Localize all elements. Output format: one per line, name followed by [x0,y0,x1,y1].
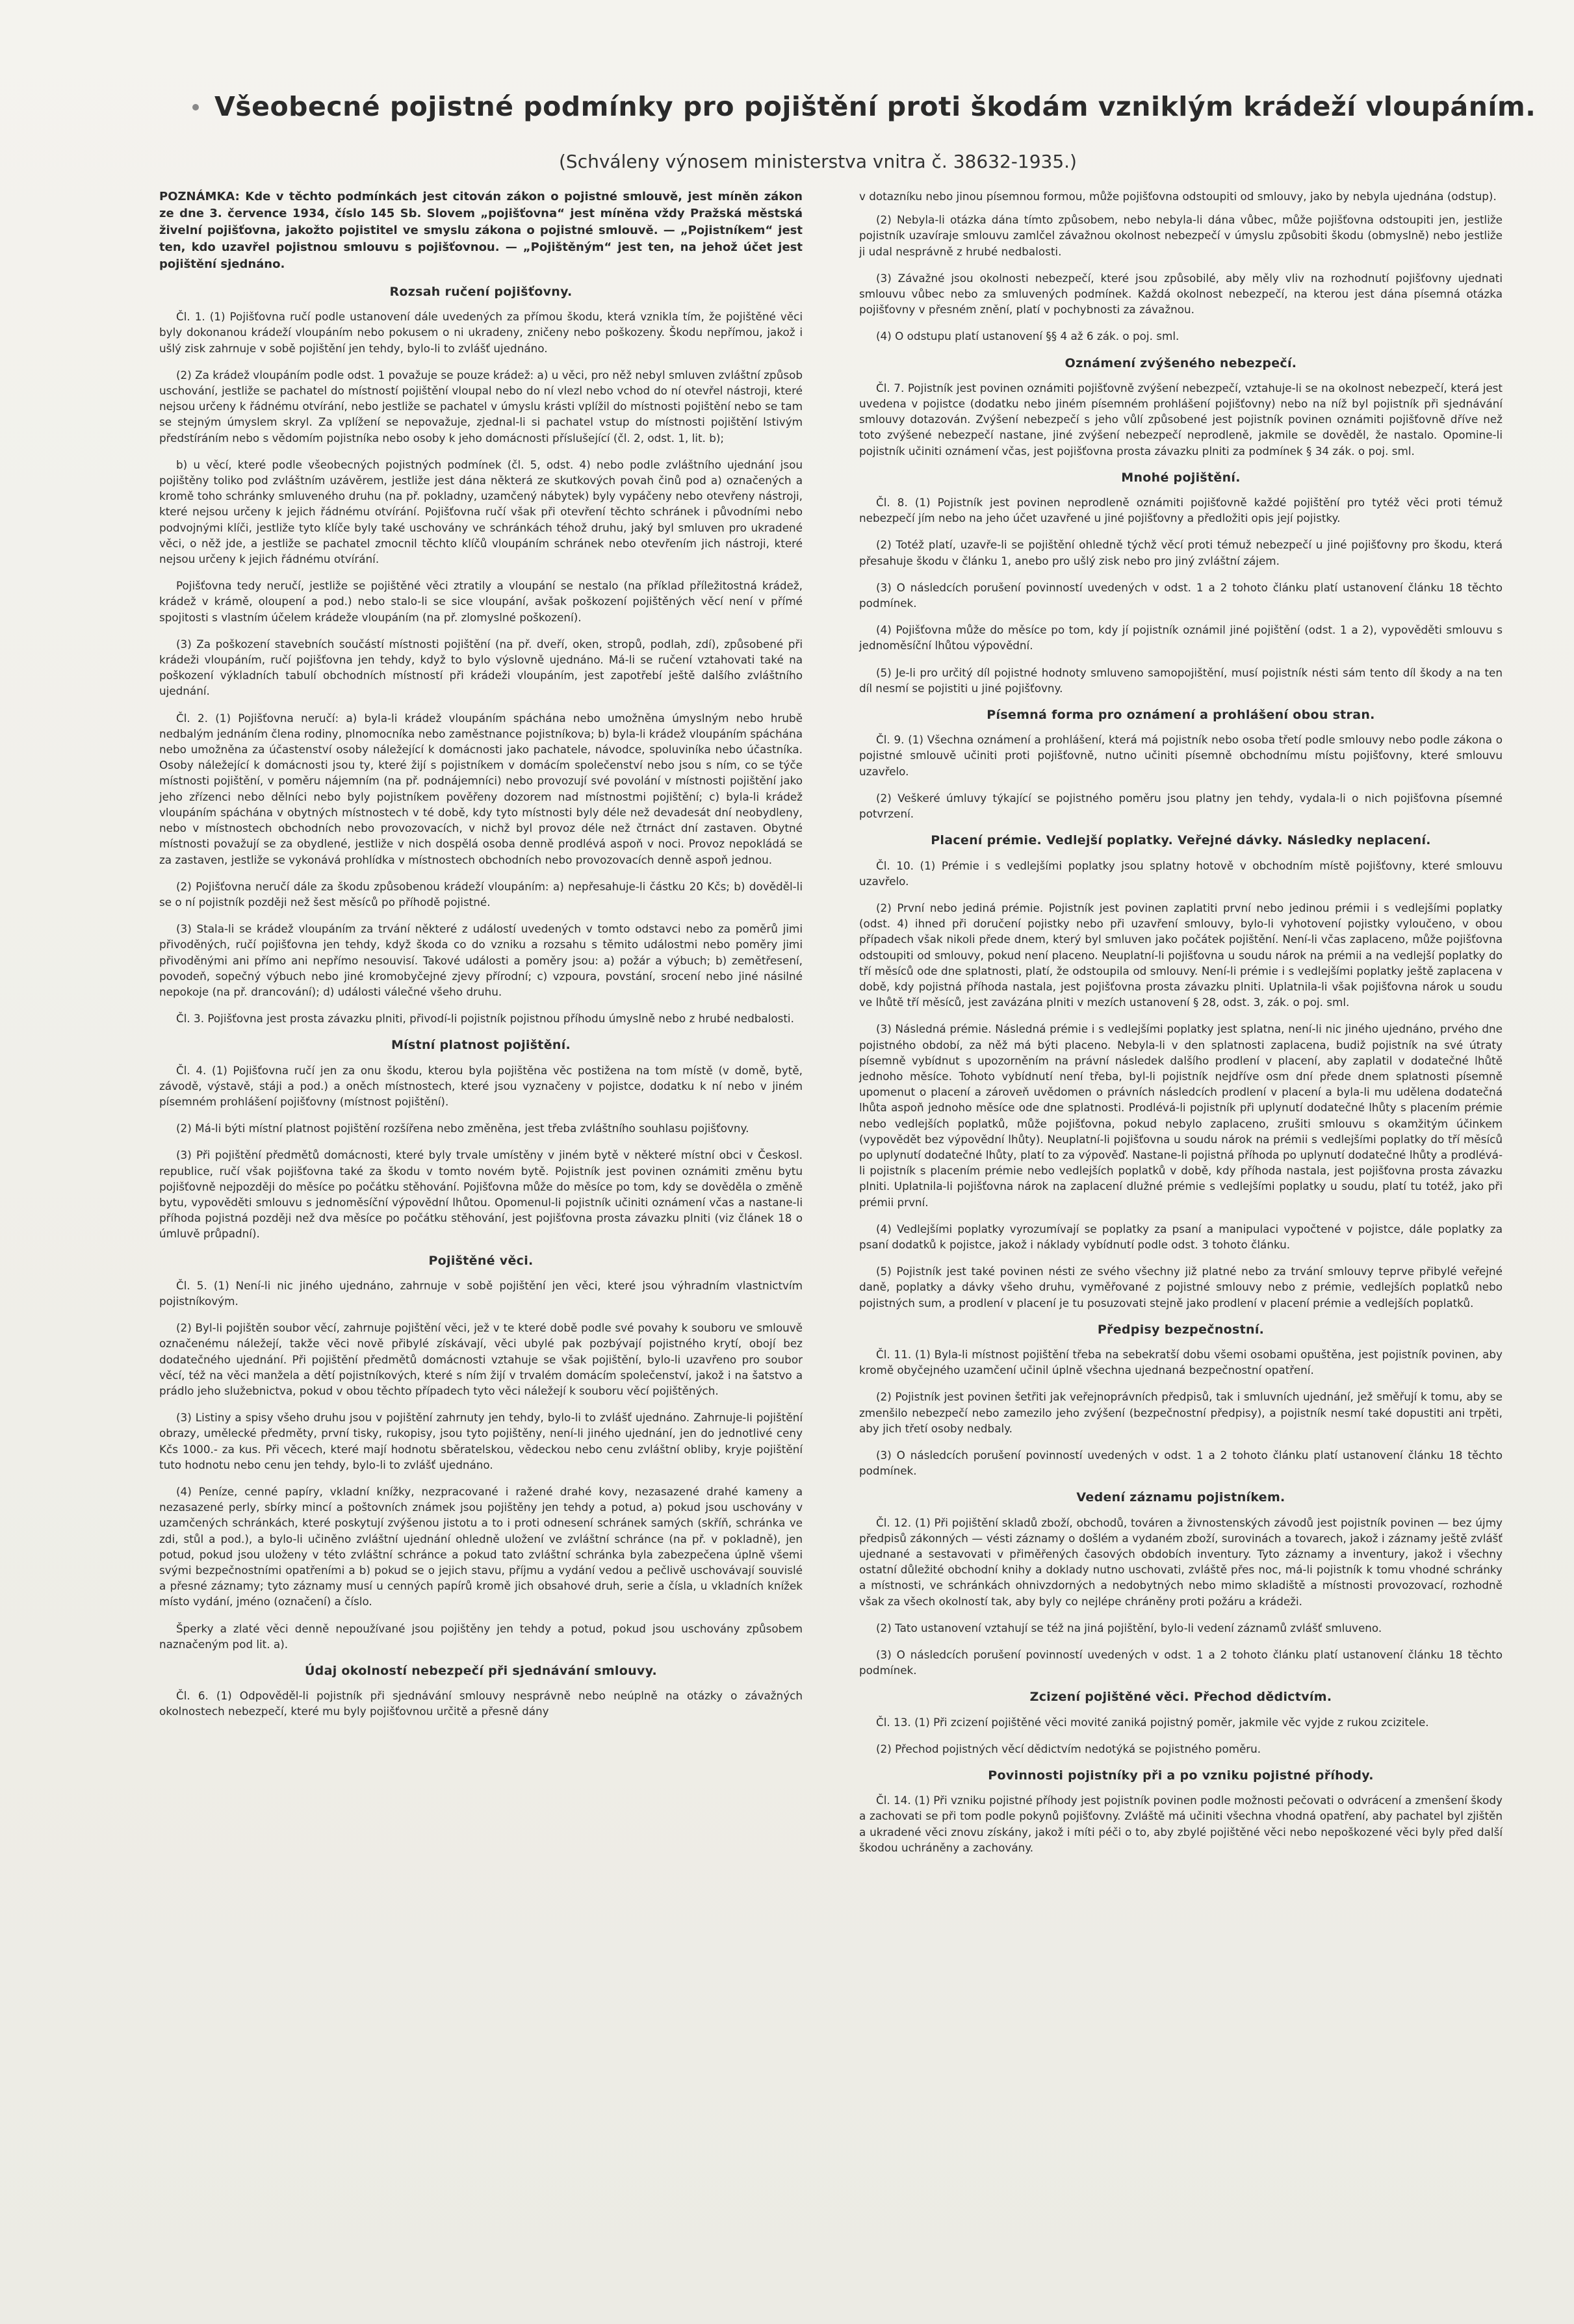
paragraph: (5) Pojistník jest také povinen nésti ze svého všechny již platné nebo za trvání smlouvy teprve přibylé veřejné daně, poplatky a dávky všeho druhu, vyměřované z pojistné smlouvy nebo z prémie, vedlejších poplatků nebo pojistných sum, a prodlení v placení je tu posuzovati stejně jako prodlení v placení prémie a vedlejších poplatků. [859,1265,1503,1310]
section-heading: Placení prémie. Vedlejší poplatky. Veřejné dávky. Následky neplacení. [931,833,1431,848]
paragraph: b) u věcí, které podle všeobecných pojistných podmínek (čl. 5, odst. 4) nebo podle zvláštního ujednání jsou pojištěny toliko pod zvláštním uzávěrem, jestliže jest dána některá ze skutkových povah činů pod a) označených a kromě toho schránky smluveného druhu (na př. pokladny, uzamčený nábytek) byly vypáčeny nebo otevřeny nástroji, které nejsou určeny k jejich řádnému otvírání. Pojišťovna ručí však při otevření těchto schránek i původními nebo podvojnými klíči, jestliže tyto klíče byly také uschovány ve schránkách téhož druhu, jaký byl smluven pro ukradené věci, o něž jde, a jestliže se pachatel zmocnil těchto klíčů vloupáním schránek nebo otevřením jich nástroji, které nejsou určeny k jejich řádnému otvírání. [159,458,803,566]
paragraph: (2) Má-li býti místní platnost pojištění rozšířena nebo změněna, jest třeba zvláštního souhlasu pojišťovny. [176,1122,749,1135]
section-heading: Vedení záznamu pojistníkem. [1076,1490,1285,1505]
paragraph: (3) Následná prémie. Následná prémie i s vedlejšími poplatky jest splatna, není-li nic jiného ujednáno, prvého dne pojistného období, za něž má býti placeno. Nebyla-li v den splatnosti zaplacena, budiž pojistník na své útraty písemně vybídnut s upozorněním na právní následek dalšího prodlení v placení, aby zaplatil v dodatečné lhůtě jednoho měsíce. Tohoto vybídnutí není třeba, byl-li pojistník nejdříve osm dní přede dnem splatnosti písemně upomenut o placení a zároveň uvědomen o právních následcích prodlení v placení a byla-li mu udělena dodatečná lhůta aspoň jednoho měsíce ode dne splatnosti. Prodlévá-li pojistník při uplynutí dodatečné lhůty s placením prémie nebo vedlejších poplatků, může pojišťovna, pokud nebylo zaplaceno, zrušiti smlouvu s okamžitým účinkem (vypovědět bez výpovědní lhůty). Neuplatní-li pojišťovna u soudu nárok na prémii s vedlejšími poplatky do tří měsíců po uplynutí dodatečné lhůty, platí to za výpověď. Nastane-li pojistná příhoda po uplynutí dodatečné lhůty a prodlévá-li pojistník s placením prémie nebo vedlejších poplatků v době, kdy příhoda nastala, jest pojišťovna prosta závazku plniti. Uplatnila-li pojišťovna nárok na zaplacení dlužné prémie s vedlejšími poplatky u soudu, platí tu totéž, jako při prémii první. [859,1022,1503,1209]
paragraph: (2) Tato ustanovení vztahují se též na jiná pojištění, bylo-li vedení záznamů zvlášť smluveno. [876,1621,1382,1634]
paragraph: Čl. 11. (1) Byla-li místnost pojištění třeba na sebekratší dobu všemi osobami opuštěna, jest pojistník povinen, aby kromě obyčejného uzamčení učinil úplně všechna ujednaná bezpečnostní opatření. [859,1347,1503,1377]
paragraph: (3) O následcích porušení povinností uvedených v odst. 1 a 2 tohoto článku platí ustanovení článku 18 těchto podmínek. [859,1648,1503,1677]
paragraph: Čl. 14. (1) Při vzniku pojistné příhody jest pojistník povinen podle možnosti pečovati o odvrácení a zmenšení škody a zachovati se při tom podle pokynů pojišťovny. Zvláště má učiniti všechna vhodná opatření, aby pachatel byl zjištěn a ukradené věci znovu získány, jakož i míti péči o to, aby zbylé pojištěné věci nebo nepoškozené věci byly před další škodou uchráněny a zachovány. [859,1794,1503,1854]
paragraph: (3) Závažné jsou okolnosti nebezpečí, které jsou způsobilé, aby měly vliv na rozhodnutí pojišťovny ujednati smlouvu vůbec nebo za smluvených podmínek. Každá okolnost nebezpečí, na kterou jest dána písemná otázka pojišťovny v přesném znění, platí v pochybnosti za závažnou. [859,271,1503,316]
section-heading: Předpisy bezpečnostní. [1097,1322,1265,1337]
paragraph: v dotazníku nebo jinou písemnou formou, může pojišťovna odstoupiti od smlouvy, jako by nebyla ujednána (odstup). [859,190,1497,203]
document-subtitle: (Schváleny výnosem ministerstva vnitra č. 38632-1935.) [559,151,1077,172]
paragraph: Šperky a zlaté věci denně nepoužívané jsou pojištěny jen tehdy a potud, pokud jsou uschovány způsobem naznačeným pod lit. a). [159,1621,803,1651]
paragraph: Čl. 13. (1) Při zcizení pojištěné věci movité zaniká pojistný poměr, jakmile věc vyjde z rukou zcizitele. [876,1715,1429,1729]
section-heading: Rozsah ručení pojišťovny. [389,285,573,299]
paragraph: Čl. 10. (1) Prémie i s vedlejšími poplatky jsou splatny hotově v obchodním místě pojišťovny, které smlouvu uzavřelo. [859,859,1503,888]
paragraph: (2) Veškeré úmluvy týkající se pojistného poměru jsou platny jen tehdy, vydala-li o nich pojišťovna písemné potvrzení. [859,791,1503,821]
paragraph: (3) Za poškození stavebních součástí místnosti pojištění (na př. dveří, oken, stropů, podlah, zdí), způsobené při krádeži vloupáním, ručí pojišťovna jen tehdy, když to bylo výslovně ujednáno. Má-li se ručení vztahovati také na poškození výkladních tabulí obchodních místností při krádeži vloupáním, jest zapotřebí ještě dalšího zvláštního ujednání. [159,637,803,698]
paragraph: Čl. 7. Pojistník jest povinen oznámiti pojišťovně zvýšení nebezpečí, vztahuje-li se na okolnost nebezpečí, která jest uvedena v pojistce (dodatku nebo jiném písemném prohlášení pojišťovny) nebo na níž byl pojistník při sjednávání smlouvy dotazován. Zvýšení nebezpečí s jeho vůlí způsobené jest pojistník povinen oznámiti pojišťovně dříve než toto zvýšené nebezpečí nastane, jiné zvýšení nebezpečí neprodleně, jakmile se dověděl, že nastalo. Opomine-li pojistník učiniti oznámení včas, jest pojišťovna prosta závazku plniti za podmínek § 34 zák. o poj. sml. [859,381,1503,458]
section-heading: Pojištěné věci. [428,1253,534,1268]
paragraph: Čl. 1. (1) Pojišťovna ručí podle ustanovení dále uvedených za přímou škodu, která vznikla tím, že pojištěné věci byly dokonanou krádeží vloupáním nebo pokusem o ni ukradeny, zničeny nebo poškozeny. Škodu nepřímou, jakož i ušlý zisk zahrnuje v sobě pojištění jen tehdy, bylo-li to zvlášť ujednáno. [159,310,803,355]
paragraph: Čl. 2. (1) Pojišťovna neručí: a) byla-li krádež vloupáním spáchána nebo umožněna úmyslným nebo hrubě nedbalým jednáním člena rodiny, plnomocníka nebo zaměstnance pojistníkova; b) byla-li krádež vloupáním spáchána nebo umožněna za účastenství osoby náležející k domácnosti jako pachatele, návodce, spoluviníka nebo účastníka. Osoby náležející k domácnosti jsou ty, které žijí s pojistníkem v domácím společenství nebo jsou s ním, co se týče místnosti pojištění, v poměru nájemním (na př. podnájemníci) nebo provozují své povolání v místnosti pojištění jako jeho zřízenci nebo dělníci nebo byly pojistníkem pověřeny dozorem nad místnostmi pojištění; c) byla-li krádež vloupáním spáchána v obytných místnostech v té době, kdy tyto místnosti byly déle než devadesát dní neobydleny, nebo v místnostech obchodních nebo provozovacích, v nichž byl provoz déle než čtrnáct dní zastaven. Obytné místnosti považují se za obydlené, jestliže v nich dospělá osoba denně prodlévá aspoň v noci. Provoz nepokládá se za zastaven, jestliže se vykonává prohlídka v místnostech obchodních nebo provozovacích denně aspoň jednou. [159,711,803,866]
paragraph: Pojišťovna tedy neručí, jestliže se pojištěné věci ztratily a vloupání se nestalo (na příklad příležitostná krádež, krádež v krámě, oloupení a pod.) nebo stalo-li se sice vloupání, avšak poškození pojištěných věcí není v přímé spojitosti s vlastním účelem krádeže vloupáním (na př. zlomyslné poškození). [159,579,803,624]
paragraph: Čl. 9. (1) Všechna oznámení a prohlášení, která má pojistník nebo osoba třetí podle smlouvy nebo podle zákona o pojistné smlouvě učiniti proti pojišťovně, nutno učiniti písemně obchodnímu místu pojišťovny, které smlouvu uzavřelo. [859,733,1503,778]
section-heading: Údaj okolností nebezpečí při sjednávání smlouvy. [304,1664,658,1679]
paragraph: Čl. 4. (1) Pojišťovna ručí jen za onu škodu, kterou byla pojištěna věc postižena na tom místě (v domě, bytě, závodě, výstavě, stáji a pod.) a oněch místnostech, které jsou vyznačeny v pojistce, dodatku k ní nebo v jiném písemném prohlášení pojišťovny (místnost pojištění). [159,1063,803,1108]
paragraph: (3) O následcích porušení povinností uvedených v odst. 1 a 2 tohoto článku platí ustanovení článku 18 těchto podmínek. [859,580,1503,610]
paragraph: (5) Je-li pro určitý díl pojistné hodnoty smluveno samopojištění, musí pojistník nésti sám tento díl škody a na ten díl nesmí se pojistiti u jiné pojišťovny. [859,665,1503,695]
paragraph: (4) O odstupu platí ustanovení §§ 4 až 6 zák. o poj. sml. [876,329,1180,343]
section-heading: Písemná forma pro oznámení a prohlášení obou stran. [987,708,1375,723]
paragraph: (4) Vedlejšími poplatky vyrozumívají se poplatky za psaní a manipulaci vypočtené v pojistce, dále poplatky za psaní dodatků k pojistce, jakož i náklady vybídnutí podle odst. 3 tohoto článku. [859,1222,1503,1251]
right-column [859,188,1503,1866]
paragraph: (3) Stala-li se krádež vloupáním za trvání některé z událostí uvedených v tomto odstavci nebo za poměrů jimi přivoděných, ručí pojišťovna jen tehdy, když škoda co do vzniku a rozsahu s těmito událostmi nebo poměry jimi přivoděnými ani přímo ani nepřímo nesouvisí. Takové události a poměry jsou: a) požár a výbuch; b) zemětřesení, povodeň, sopečný výbuch nebo jiné kromobyčejné zjevy přírodní; c) vzpoura, povstání, srocení nebo jiné násilné nepokoje (na př. drancování); d) události válečné všeho druhu. [159,922,803,998]
section-heading: Oznámení zvýšeného nebezpečí. [1064,355,1297,370]
section-heading: Povinnosti pojistníky při a po vzniku pojistné příhody. [988,1768,1374,1783]
paragraph: Čl. 8. (1) Pojistník jest povinen neprodleně oznámiti pojišťovně každé pojištění pro tytéž věci proti témuž nebezpečí jím nebo na jeho účet uzavřené u jiné pojišťovny a předložiti opis její pojistky. [859,496,1503,525]
paragraph: (3) Při pojištění předmětů domácnosti, které byly trvale umístěny v jiném bytě v některé místní obci v Českosl. republice, ručí však pojišťovna také za škodu v tomto novém bytě. Pojistník jest povinen oznámiti změnu bytu pojišťovně nejpozději do měsíce po počátku stěhování. Pojišťovna může do měsíce po tom, kdy se dověděla o změně bytu, vypověděti smlouvu s jednoměsíční výpovědní lhůtou. Opomenul-li pojistník učiniti oznámení včas a nastane-li příhoda pojistná později než dva měsíce po počátku stěhování, jest pojišťovna prosta závazku plniti (viz článek 18 o úmluvě průpadní). [159,1148,803,1241]
paragraph: (2) Přechod pojistných věcí dědictvím nedotýká se pojistného poměru. [876,1742,1261,1755]
section-heading: Místní platnost pojištění. [391,1038,571,1053]
paragraph: (2) Pojišťovna neručí dále za škodu způsobenou krádeží vloupáním: a) nepřesahuje-li částku 20 Kčs; b) dověděl-li se o ní pojistník později než šest měsíců po příhodě pojistné. [159,879,803,909]
section-heading: Mnohé pojištění. [1121,470,1241,485]
paragraph: (2) Za krádež vloupáním podle odst. 1 považuje se pouze krádež: a) u věci, pro něž nebyl smluven zvláštní způsob uschování, jestliže se pachatel do místností pojištění vloupal nebo do ní vlezl nebo vchod do ní otevřel nástroji, které nejsou určeny k řádnému otvírání, nebo jestliže se pachatel v úmyslu krásti vplížil do místnosti pojištění nebo se tam se stejným úmyslem skryl. Za vplížení se nepovažuje, zjednal-li si pachatel vstup do místnosti pojištění lstivým předstíráním nebo s vědomím pojistníka nebo osoby k jeho domácnosti příslušející (čl. 2, odst. 1, lit. b); [159,368,803,445]
paragraph: (3) Listiny a spisy všeho druhu jsou v pojištění zahrnuty jen tehdy, bylo-li to zvlášť ujednáno. Zahrnuje-li pojištění obrazy, umělecké předměty, první tisky, rukopisy, jsou tyto pojištěny, není-li jiného ujednání, jen do jednotlivé ceny Kčs 1000.- za kus. Při věcech, které mají hodnotu sběratelskou, vědeckou nebo cenu zvláštní obliby, kryje pojištění tuto hodnotu nebo cenu jen tehdy, bylo-li to zvlášť ujednáno. [159,1411,803,1471]
document-title: Všeobecné pojistné podmínky pro pojištění proti škodám vzniklým krádeží vloupáním. [214,91,1536,122]
section-heading: Zcizení pojištěné věci. Přechod dědictvím. [1029,1690,1332,1705]
note-paragraph: POZNÁMKA: Kde v těchto podmínkách jest citován zákon o pojistné smlouvě, jest míněn zákon ze dne 3. července 1934, číslo 145 Sb. Slovem „pojišťovna“ jest míněna vždy Pražská městská živelní pojišťovna, jakožto pojistitel ve smyslu zákona o pojistné smlouvě. — „Pojistníkem“ jest ten, kdo uzavřel pojistnou smlouvu s pojišťovnou. — „Pojištěným“ jest ten, na jehož účet jest pojištění sjednáno. [159,190,803,271]
paragraph: (3) O následcích porušení povinností uvedených v odst. 1 a 2 tohoto článku platí ustanovení článku 18 těchto podmínek. [859,1449,1503,1478]
paragraph: Čl. 6. (1) Odpověděl-li pojistník při sjednávání smlouvy nesprávně nebo neúplně na otázky o závažných okolnostech nebezpečí, které mu byly pojišťovnou určitě a přesně dány [159,1689,803,1718]
paragraph: (2) Pojistník jest povinen šetřiti jak veřejnoprávních předpisů, tak i smluvních ujednání, jež směřují k tomu, aby se zmenšilo nebezpečí nebo zamezilo jeho zvýšení (bezpečnostní předpisy), a pojistník nesmí také dopustiti ani trpěti, aby jich třetí osoby nedbaly. [859,1390,1503,1435]
paragraph: (4) Peníze, cenné papíry, vkladní knížky, nezpracované i ražené drahé kovy, nezasazené drahé kameny a nezasazené perly, sbírky mincí a poštovních známek jsou pojištěny jen tehdy a potud, a) pokud jsou uschovány v uzamčených schránkách, které poskytují zvýšenou jistotu a to i proti odnesení schránek samých (skříň, schránka ve zdi, stůl a pod.), a bylo-li učiněno zvláštní ujednání ohledně uložení ve zvláštní schránce (na př. v pokladně), jen potud, pokud jsou uloženy v této zvláštní schránce a pokud tato zvláštní schránka byla zabezpečena úplně všemi svými bezpečnostními opatřeními a b) pokud se o jejich stavu, příjmu a vydání vedou a pečlivě uschovávají souvislé a přesné záznamy; tyto záznamy musí u cenných papírů kromě jich obsahové druh, serie a čísla, u vkladních knížek místo vydání, jméno (označení) a číslo. [159,1485,803,1608]
paragraph: Čl. 5. (1) Není-li nic jiného ujednáno, zahrnuje v sobě pojištění jen věci, které jsou výhradním vlastnictvím pojistníkovým. [159,1278,803,1308]
paragraph: (2) Totéž platí, uzavře-li se pojištění ohledně týchž věcí proti témuž nebezpečí u jiné pojišťovny pro škodu, která přesahuje škodu v článku 1, anebo pro ušlý zisk nebo pro jiný zvláštní zájem. [859,538,1503,567]
paragraph: Čl. 12. (1) Při pojištění skladů zboží, obchodů, továren a živnostenských závodů jest pojistník povinen — bez újmy předpisů zákonných — vésti záznamy o došlém a vydaném zboží, surovinách a tovarech, jakož i záznamy ještě zvlášť ujednané a sestavovati v přiměřených časových obdobích inventury. Tyto záznamy a inventury, jakož i všechny ostatní důležité obchodní knihy a doklady nutno uschovati, zvláště přes noc, má-li pojistník k tomu vhodné schránky a místnosti, ve schránkách ohnivzdorných a nedobytných nebo mimo skladiště a místnosti provozovací, rozhodně však za všech okolností tak, aby byly co nejlépe chráněny proti požáru a krádeži. [859,1516,1503,1608]
paragraph: (2) První nebo jediná prémie. Pojistník jest povinen zaplatiti první nebo jedinou prémii i s vedlejšími poplatky (odst. 4) ihned při doručení pojistky nebo při uzavření smlouvy, bylo-li vyhotovení pojistky vyloučeno, v obou případech však nikoli přede dnem, který byl smluven jako počátek pojištění. Není-li včas zaplaceno, může pojišťovna odstoupiti od smlouvy, pokud není placeno. Neuplatní-li pojišťovna u soudu nárok na prémii a na vedlejší poplatky do tří měsíců ode dne splatnosti, platí, že odstoupila od smlouvy. Není-li prémie i s vedlejšími poplatky ještě zaplacena v době, kdy pojistná příhoda nastala, jest pojišťovna prosta závazku plniti. Uplatnila-li však pojišťovna nárok u soudu ve lhůtě tří měsíců, jest zavázána plniti v mezích ustanovení § 28, odst. 3, zák. o poj. sml. [859,901,1503,1009]
left-column [159,188,803,1731]
paragraph: (2) Byl-li pojištěn soubor věcí, zahrnuje pojištění věci, jež v te které době podle své povahy k souboru ve smlouvě označenému náležejí, takže věci nově přibylé získávají, věci ubylé pak pozbývají pojistného krytí, obojí bez dodatečného ujednání. Při pojištění předmětů domácnosti vztahuje se však pojištění, bylo-li uzavřeno pro soubor věcí, též na věci manžela a dětí pojistníkových, které s ním žijí v trvalém domácím společenství, jakož i na šatstvo a prádlo jeho služebnictva, pokud v obou těchto případech tyto věci náležejí k souboru věcí pojištěných. [159,1321,803,1397]
paragraph: (2) Nebyla-li otázka dána tímto způsobem, nebo nebyla-li dána vůbec, může pojišťovna odstoupiti jen, jestliže pojistník uzavíraje smlouvu zamlčel závažnou okolnost nebezpečí v úmyslu způsobiti škodu (obmyslně) nebo jestliže ji udal nesprávně z hrubé nedbalosti. [859,213,1503,258]
paragraph: Čl. 3. Pojišťovna jest prosta závazku plniti, přivodí-li pojistník pojistnou příhodu úmyslně nebo z hrubé nedbalosti. [176,1012,794,1026]
bullet-mark-icon [192,104,199,110]
paragraph: (4) Pojišťovna může do měsíce po tom, kdy jí pojistník oznámil jiné pojištění (odst. 1 a 2), vypověděti smlouvu s jednoměsíční lhůtou výpovědní. [859,623,1503,652]
